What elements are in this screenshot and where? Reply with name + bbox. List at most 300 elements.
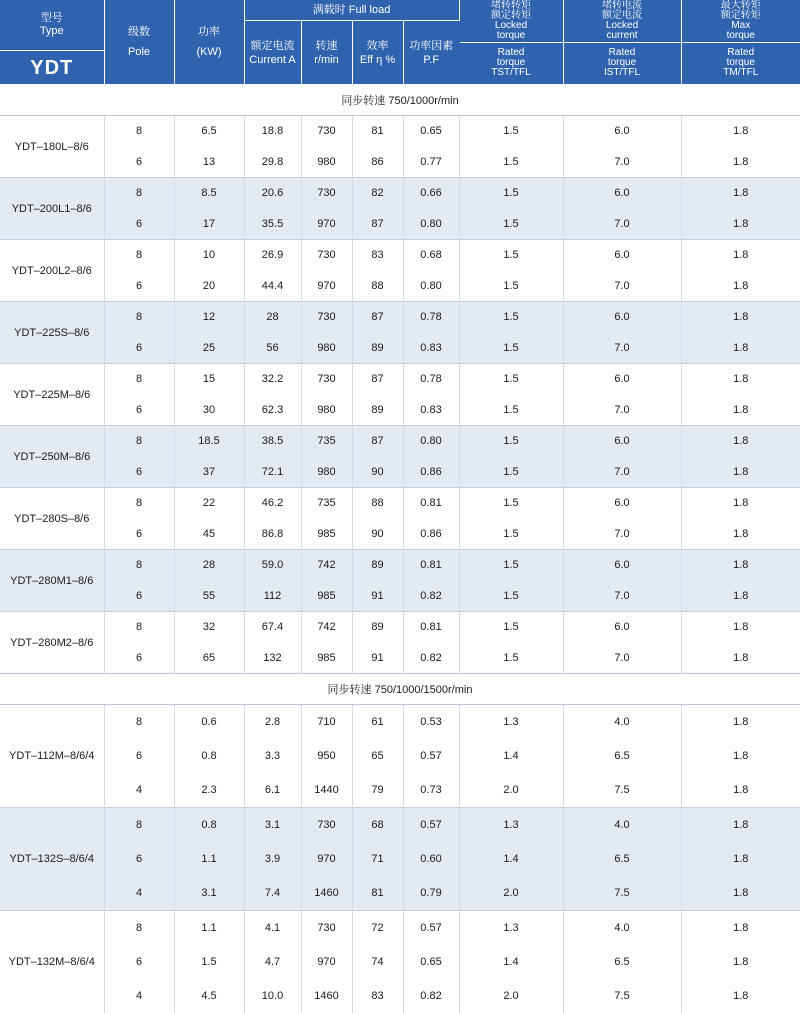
table-cell: 0.8 bbox=[174, 808, 244, 843]
table-row bbox=[0, 209, 800, 240]
table-cell: 6.0 bbox=[563, 426, 681, 457]
header-ist-line: 堵转电流 bbox=[564, 1, 681, 11]
table-cell: 730 bbox=[301, 302, 352, 333]
table-cell: 45 bbox=[174, 519, 244, 550]
table-cell: 6 bbox=[104, 581, 174, 612]
table-cell: 0.81 bbox=[403, 488, 459, 519]
table-cell: 1.8 bbox=[681, 519, 800, 550]
table-cell: 89 bbox=[352, 395, 403, 426]
table-cell: 985 bbox=[301, 581, 352, 612]
table-cell: 6.5 bbox=[563, 739, 681, 773]
table-cell: 1.4 bbox=[459, 945, 563, 979]
table-cell: 0.80 bbox=[403, 209, 459, 240]
table-cell: 0.73 bbox=[403, 773, 459, 808]
header-tst-line: TST/TFL bbox=[460, 68, 563, 78]
table-cell: 7.0 bbox=[563, 147, 681, 178]
table-cell: 4.0 bbox=[563, 808, 681, 843]
header-tm-line: torque bbox=[682, 58, 800, 68]
table-cell: 1460 bbox=[301, 876, 352, 911]
header-tm-line: Max bbox=[682, 21, 800, 31]
header-type-en: Type bbox=[0, 25, 104, 38]
table-cell: 10.0 bbox=[244, 979, 301, 1013]
table-cell: 15 bbox=[174, 364, 244, 395]
table-cell: 742 bbox=[301, 550, 352, 581]
table-cell: 132 bbox=[244, 643, 301, 674]
table-cell: 7.5 bbox=[563, 979, 681, 1013]
table-cell: 980 bbox=[301, 395, 352, 426]
table-cell: 1.8 bbox=[681, 488, 800, 519]
table-cell: 0.68 bbox=[403, 240, 459, 271]
table-cell: 0.77 bbox=[403, 147, 459, 178]
table-cell: 61 bbox=[352, 705, 403, 740]
table-cell: 6.1 bbox=[244, 773, 301, 808]
header-tm-line: torque bbox=[682, 31, 800, 41]
table-cell: 0.82 bbox=[403, 979, 459, 1013]
table-cell: 6 bbox=[104, 842, 174, 876]
table-cell: 950 bbox=[301, 739, 352, 773]
model-type-cell: YDT–250M–8/6 bbox=[0, 426, 104, 488]
table-row bbox=[0, 395, 800, 426]
table-cell: 71 bbox=[352, 842, 403, 876]
table-row bbox=[0, 612, 800, 643]
table-cell: 1.5 bbox=[459, 302, 563, 333]
header-eff-cn: 效率 bbox=[353, 39, 403, 53]
table-row bbox=[0, 240, 800, 271]
table-cell: 4.1 bbox=[244, 911, 301, 946]
table-cell: 730 bbox=[301, 808, 352, 843]
table-cell: 7.0 bbox=[563, 643, 681, 674]
table-cell: 30 bbox=[174, 395, 244, 426]
table-cell: 18.8 bbox=[244, 116, 301, 147]
table-cell: 6.5 bbox=[174, 116, 244, 147]
table-cell: 38.5 bbox=[244, 426, 301, 457]
model-type-cell: YDT–132S–8/6/4 bbox=[0, 808, 104, 911]
table-cell: 1.8 bbox=[681, 876, 800, 911]
table-cell: 730 bbox=[301, 116, 352, 147]
header-tst-line: torque bbox=[460, 31, 563, 41]
table-cell: 1.1 bbox=[174, 911, 244, 946]
table-cell: 6 bbox=[104, 457, 174, 488]
table-cell: 1.5 bbox=[459, 519, 563, 550]
header-current bbox=[244, 21, 301, 85]
table-cell: 985 bbox=[301, 519, 352, 550]
table-cell: 20 bbox=[174, 271, 244, 302]
table-cell: 1.4 bbox=[459, 842, 563, 876]
table-cell: 7.5 bbox=[563, 773, 681, 808]
table-row bbox=[0, 581, 800, 612]
header-tst-line: torque bbox=[460, 58, 563, 68]
table-row bbox=[0, 178, 800, 209]
table-cell: 1.8 bbox=[681, 333, 800, 364]
table-cell: 29.8 bbox=[244, 147, 301, 178]
table-cell: 6.0 bbox=[563, 302, 681, 333]
table-cell: 1.8 bbox=[681, 364, 800, 395]
table-cell: 88 bbox=[352, 488, 403, 519]
header-tm-line: 额定转矩 bbox=[682, 11, 800, 21]
header-speed-cn: 转速 bbox=[302, 39, 352, 53]
table-cell: 7.0 bbox=[563, 395, 681, 426]
table-cell: 59.0 bbox=[244, 550, 301, 581]
table-cell: 1.8 bbox=[681, 773, 800, 808]
header-ist-line: torque bbox=[564, 58, 681, 68]
table-cell: 1.8 bbox=[681, 643, 800, 674]
table-cell: 20.6 bbox=[244, 178, 301, 209]
table-cell: 62.3 bbox=[244, 395, 301, 426]
table-cell: 37 bbox=[174, 457, 244, 488]
table-cell: 730 bbox=[301, 364, 352, 395]
table-cell: 1.8 bbox=[681, 979, 800, 1013]
table-cell: 1.8 bbox=[681, 240, 800, 271]
header-tst-line: Rated bbox=[460, 48, 563, 58]
table-cell: 1.1 bbox=[174, 842, 244, 876]
table-cell: 87 bbox=[352, 364, 403, 395]
table-cell: 89 bbox=[352, 612, 403, 643]
table-cell: 2.0 bbox=[459, 876, 563, 911]
table-cell: 91 bbox=[352, 581, 403, 612]
table-cell: 6 bbox=[104, 643, 174, 674]
table-cell: 8 bbox=[104, 116, 174, 147]
header-type-model: YDT bbox=[0, 51, 104, 84]
table-cell: 10 bbox=[174, 240, 244, 271]
table-cell: 1.8 bbox=[681, 911, 800, 946]
table-row bbox=[0, 945, 800, 979]
table-cell: 8 bbox=[104, 488, 174, 519]
table-cell: 8 bbox=[104, 705, 174, 740]
table-row bbox=[0, 876, 800, 911]
table-cell: 2.0 bbox=[459, 979, 563, 1013]
table-cell: 1.5 bbox=[459, 550, 563, 581]
header-pf-cn: 功率因素 bbox=[404, 39, 460, 53]
table-row bbox=[0, 333, 800, 364]
header-tm-line: 最大转矩 bbox=[682, 1, 800, 11]
table-cell: 28 bbox=[174, 550, 244, 581]
table-cell: 28 bbox=[244, 302, 301, 333]
table-cell: 0.66 bbox=[403, 178, 459, 209]
table-cell: 13 bbox=[174, 147, 244, 178]
table-cell: 2.0 bbox=[459, 773, 563, 808]
table-cell: 1.8 bbox=[681, 116, 800, 147]
table-body bbox=[0, 85, 800, 1013]
table-row bbox=[0, 364, 800, 395]
table-row bbox=[0, 116, 800, 147]
table-row bbox=[0, 979, 800, 1013]
table-cell: 0.83 bbox=[403, 395, 459, 426]
table-cell: 89 bbox=[352, 550, 403, 581]
header-power-cn: 功率 bbox=[175, 26, 244, 38]
header-ist-line: Locked bbox=[564, 21, 681, 31]
table-cell: 65 bbox=[174, 643, 244, 674]
table-cell: 1.5 bbox=[459, 643, 563, 674]
table-cell: 6 bbox=[104, 209, 174, 240]
table-cell: 6.0 bbox=[563, 240, 681, 271]
header-pf-en: P.F bbox=[404, 53, 460, 67]
table-cell: 0.82 bbox=[403, 581, 459, 612]
table-cell: 6.0 bbox=[563, 488, 681, 519]
table-cell: 1.8 bbox=[681, 426, 800, 457]
table-cell: 87 bbox=[352, 426, 403, 457]
table-cell: 1.5 bbox=[459, 457, 563, 488]
table-cell: 2.8 bbox=[244, 705, 301, 740]
table-cell: 6.0 bbox=[563, 116, 681, 147]
table-cell: 0.86 bbox=[403, 457, 459, 488]
table-cell: 980 bbox=[301, 147, 352, 178]
table-cell: 88 bbox=[352, 271, 403, 302]
header-ist-line: current bbox=[564, 31, 681, 41]
section-title: 同步转速 750/1000r/min bbox=[0, 85, 800, 116]
header-ist-line: Rated bbox=[564, 48, 681, 58]
table-cell: 1.8 bbox=[681, 457, 800, 488]
table-row bbox=[0, 457, 800, 488]
section-header bbox=[0, 674, 800, 705]
table-cell: 6.5 bbox=[563, 842, 681, 876]
table-cell: 8 bbox=[104, 612, 174, 643]
table-cell: 1.8 bbox=[681, 945, 800, 979]
table-cell: 0.8 bbox=[174, 739, 244, 773]
table-cell: 0.57 bbox=[403, 911, 459, 946]
table-cell: 2.3 bbox=[174, 773, 244, 808]
header-ist-line: 额定电流 bbox=[564, 11, 681, 21]
table-cell: 3.3 bbox=[244, 739, 301, 773]
header-eff-en: Eff η % bbox=[353, 53, 403, 67]
table-cell: 980 bbox=[301, 457, 352, 488]
table-row bbox=[0, 911, 800, 946]
header-tst bbox=[459, 0, 563, 85]
table-cell: 970 bbox=[301, 945, 352, 979]
table-cell: 8 bbox=[104, 178, 174, 209]
table-cell: 1.8 bbox=[681, 808, 800, 843]
table-cell: 1460 bbox=[301, 979, 352, 1013]
table-cell: 32.2 bbox=[244, 364, 301, 395]
table-cell: 1.8 bbox=[681, 550, 800, 581]
table-row bbox=[0, 271, 800, 302]
header-full-load: 满载时 Full load bbox=[244, 0, 459, 21]
table-cell: 79 bbox=[352, 773, 403, 808]
table-cell: 6 bbox=[104, 519, 174, 550]
table-cell: 68 bbox=[352, 808, 403, 843]
table-cell: 735 bbox=[301, 488, 352, 519]
table-cell: 1.5 bbox=[459, 612, 563, 643]
table-cell: 8 bbox=[104, 302, 174, 333]
table-cell: 74 bbox=[352, 945, 403, 979]
table-cell: 4 bbox=[104, 773, 174, 808]
table-cell: 4 bbox=[104, 979, 174, 1013]
header-current-cn: 额定电流 bbox=[245, 39, 301, 53]
model-type-cell: YDT–280S–8/6 bbox=[0, 488, 104, 550]
table-row bbox=[0, 842, 800, 876]
table-cell: 8 bbox=[104, 808, 174, 843]
table-cell: 6 bbox=[104, 945, 174, 979]
table-cell: 1.5 bbox=[459, 240, 563, 271]
table-cell: 81 bbox=[352, 116, 403, 147]
table-cell: 730 bbox=[301, 240, 352, 271]
header-type bbox=[0, 0, 104, 85]
table-row bbox=[0, 773, 800, 808]
table-row bbox=[0, 302, 800, 333]
table-cell: 0.81 bbox=[403, 612, 459, 643]
table-cell: 87 bbox=[352, 302, 403, 333]
table-cell: 1.5 bbox=[459, 581, 563, 612]
table-cell: 1.8 bbox=[681, 842, 800, 876]
table-cell: 3.1 bbox=[174, 876, 244, 911]
table-cell: 7.5 bbox=[563, 876, 681, 911]
header-speed-en: r/min bbox=[302, 53, 352, 67]
table-cell: 1.5 bbox=[459, 488, 563, 519]
table-cell: 32 bbox=[174, 612, 244, 643]
table-cell: 44.4 bbox=[244, 271, 301, 302]
table-cell: 7.0 bbox=[563, 519, 681, 550]
table-cell: 3.1 bbox=[244, 808, 301, 843]
table-cell: 6 bbox=[104, 395, 174, 426]
table-cell: 0.57 bbox=[403, 808, 459, 843]
table-cell: 56 bbox=[244, 333, 301, 364]
table-cell: 7.0 bbox=[563, 581, 681, 612]
table-cell: 8 bbox=[104, 550, 174, 581]
table-cell: 0.81 bbox=[403, 550, 459, 581]
model-type-cell: YDT–132M–8/6/4 bbox=[0, 911, 104, 1013]
table-cell: 6.0 bbox=[563, 364, 681, 395]
table-cell: 90 bbox=[352, 519, 403, 550]
table-cell: 730 bbox=[301, 178, 352, 209]
header-ist bbox=[563, 0, 681, 85]
table-cell: 0.80 bbox=[403, 426, 459, 457]
table-row bbox=[0, 550, 800, 581]
section-title: 同步转速 750/1000/1500r/min bbox=[0, 674, 800, 705]
table-cell: 8 bbox=[104, 240, 174, 271]
table-cell: 1.5 bbox=[174, 945, 244, 979]
model-type-cell: YDT–200L1–8/6 bbox=[0, 178, 104, 240]
table-cell: 0.86 bbox=[403, 519, 459, 550]
table-cell: 0.65 bbox=[403, 945, 459, 979]
table-cell: 730 bbox=[301, 911, 352, 946]
table-cell: 0.79 bbox=[403, 876, 459, 911]
table-cell: 0.53 bbox=[403, 705, 459, 740]
header-speed bbox=[301, 21, 352, 85]
table-cell: 6 bbox=[104, 333, 174, 364]
table-cell: 710 bbox=[301, 705, 352, 740]
table-cell: 1.8 bbox=[681, 209, 800, 240]
table-cell: 8 bbox=[104, 426, 174, 457]
table-cell: 1.5 bbox=[459, 271, 563, 302]
header-pole-en: Pole bbox=[105, 46, 174, 58]
table-cell: 0.60 bbox=[403, 842, 459, 876]
model-type-cell: YDT–180L–8/6 bbox=[0, 116, 104, 178]
table-cell: 1.3 bbox=[459, 705, 563, 740]
table-row bbox=[0, 643, 800, 674]
table-cell: 3.9 bbox=[244, 842, 301, 876]
table-cell: 35.5 bbox=[244, 209, 301, 240]
section-header bbox=[0, 85, 800, 116]
table-cell: 735 bbox=[301, 426, 352, 457]
table-cell: 1.5 bbox=[459, 426, 563, 457]
table-cell: 86 bbox=[352, 147, 403, 178]
table-cell: 7.0 bbox=[563, 271, 681, 302]
table-cell: 1.8 bbox=[681, 147, 800, 178]
table-cell: 980 bbox=[301, 333, 352, 364]
table-cell: 1440 bbox=[301, 773, 352, 808]
table-cell: 83 bbox=[352, 240, 403, 271]
header-power-en: (KW) bbox=[175, 46, 244, 58]
table-cell: 86.8 bbox=[244, 519, 301, 550]
header-tm bbox=[681, 0, 800, 85]
table-cell: 81 bbox=[352, 876, 403, 911]
model-type-cell: YDT–112M–8/6/4 bbox=[0, 705, 104, 808]
table-cell: 4.7 bbox=[244, 945, 301, 979]
table-cell: 0.78 bbox=[403, 302, 459, 333]
table-cell: 8 bbox=[104, 364, 174, 395]
table-cell: 1.8 bbox=[681, 178, 800, 209]
table-cell: 4.0 bbox=[563, 911, 681, 946]
table-cell: 6.0 bbox=[563, 178, 681, 209]
table-cell: 91 bbox=[352, 643, 403, 674]
header-tm-line: TM/TFL bbox=[682, 68, 800, 78]
table-cell: 1.3 bbox=[459, 911, 563, 946]
header-power bbox=[174, 0, 244, 85]
table-cell: 6 bbox=[104, 739, 174, 773]
table-cell: 970 bbox=[301, 271, 352, 302]
table-cell: 22 bbox=[174, 488, 244, 519]
table-cell: 970 bbox=[301, 209, 352, 240]
header-tst-line: Locked bbox=[460, 21, 563, 31]
table-cell: 1.5 bbox=[459, 209, 563, 240]
table-cell: 1.8 bbox=[681, 739, 800, 773]
table-cell: 985 bbox=[301, 643, 352, 674]
table-cell: 90 bbox=[352, 457, 403, 488]
table-cell: 65 bbox=[352, 739, 403, 773]
table-cell: 8.5 bbox=[174, 178, 244, 209]
table-cell: 7.4 bbox=[244, 876, 301, 911]
model-type-cell: YDT–225S–8/6 bbox=[0, 302, 104, 364]
table-cell: 1.5 bbox=[459, 147, 563, 178]
table-cell: 8 bbox=[104, 911, 174, 946]
table-cell: 4 bbox=[104, 876, 174, 911]
table-cell: 7.0 bbox=[563, 209, 681, 240]
table-cell: 1.5 bbox=[459, 178, 563, 209]
table-cell: 72.1 bbox=[244, 457, 301, 488]
table-cell: 1.5 bbox=[459, 116, 563, 147]
model-type-cell: YDT–200L2–8/6 bbox=[0, 240, 104, 302]
table-cell: 17 bbox=[174, 209, 244, 240]
table-cell: 72 bbox=[352, 911, 403, 946]
table-cell: 1.5 bbox=[459, 395, 563, 426]
table-cell: 67.4 bbox=[244, 612, 301, 643]
table-cell: 0.78 bbox=[403, 364, 459, 395]
header-ist-line: IST/TFL bbox=[564, 68, 681, 78]
table-cell: 0.80 bbox=[403, 271, 459, 302]
header-tst-line: 额定转矩 bbox=[460, 11, 563, 21]
table-cell: 6 bbox=[104, 271, 174, 302]
table-cell: 7.0 bbox=[563, 457, 681, 488]
table-row bbox=[0, 488, 800, 519]
table-cell: 1.3 bbox=[459, 808, 563, 843]
table-cell: 970 bbox=[301, 842, 352, 876]
table-cell: 18.5 bbox=[174, 426, 244, 457]
table-cell: 6 bbox=[104, 147, 174, 178]
model-type-cell: YDT–225M–8/6 bbox=[0, 364, 104, 426]
table-row bbox=[0, 808, 800, 843]
table-cell: 1.8 bbox=[681, 705, 800, 740]
table-cell: 6.0 bbox=[563, 550, 681, 581]
table-cell: 1.8 bbox=[681, 612, 800, 643]
table-cell: 82 bbox=[352, 178, 403, 209]
table-row bbox=[0, 705, 800, 740]
table-cell: 1.4 bbox=[459, 739, 563, 773]
table-cell: 87 bbox=[352, 209, 403, 240]
table-cell: 7.0 bbox=[563, 333, 681, 364]
table-cell: 112 bbox=[244, 581, 301, 612]
table-cell: 55 bbox=[174, 581, 244, 612]
table-cell: 1.8 bbox=[681, 395, 800, 426]
table-cell: 0.6 bbox=[174, 705, 244, 740]
